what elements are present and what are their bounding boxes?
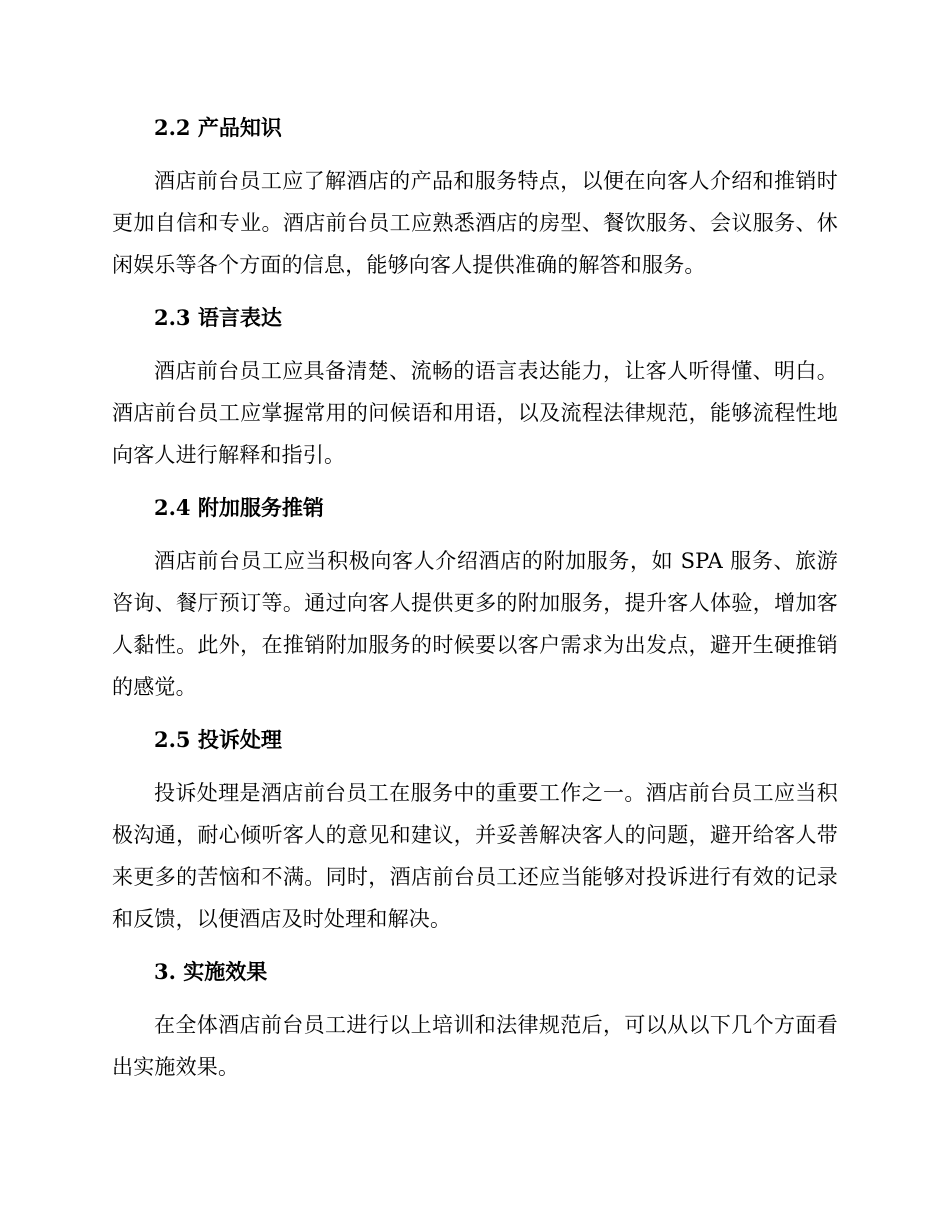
section-paragraph-2-4: 酒店前台员工应当积极向客人介绍酒店的附加服务，如 SPA 服务、旅游咨询、餐厅预订等。通过向客人提供更多的附加服务，提升客人体验，增加客人黏性。此外，在推销附加服务的时候要以客户需求为出发点，避开生硬推销的感觉。 [112, 549, 838, 699]
section-paragraph-3: 在全体酒店前台员工进行以上培训和法律规范后，可以从以下几个方面看出实施效果。 [112, 1013, 838, 1079]
document-body [112, 108, 838, 1100]
section-paragraph-2-5: 投诉处理是酒店前台员工在服务中的重要工作之一。酒店前台员工应当积极沟通，耐心倾听客人的意见和建议，并妥善解决客人的问题，避开给客人带来更多的苦恼和不满。同时，酒店前台员工还应当能够对投诉进行有效的记录和反馈，以便酒店及时处理和解决。 [112, 781, 838, 931]
section-heading-2-5: 2.5 投诉处理 [154, 727, 282, 752]
section-heading-2-3: 2.3 语言表达 [154, 305, 282, 330]
section-heading-2-4: 2.4 附加服务推销 [154, 495, 324, 520]
section-heading-3: 3. 实施效果 [154, 959, 268, 984]
section-paragraph-2-3: 酒店前台员工应具备清楚、流畅的语言表达能力，让客人听得懂、明白。酒店前台员工应掌握常用的问候语和用语，以及流程法律规范，能够流程性地向客人进行解释和指引。 [112, 359, 838, 467]
section-heading-2-2: 2.2 产品知识 [154, 115, 282, 140]
section-paragraph-2-2: 酒店前台员工应了解酒店的产品和服务特点，以便在向客人介绍和推销时更加自信和专业。酒店前台员工应熟悉酒店的房型、餐饮服务、会议服务、休闲娱乐等各个方面的信息，能够向客人提供准确的解答和服务。 [112, 169, 838, 277]
